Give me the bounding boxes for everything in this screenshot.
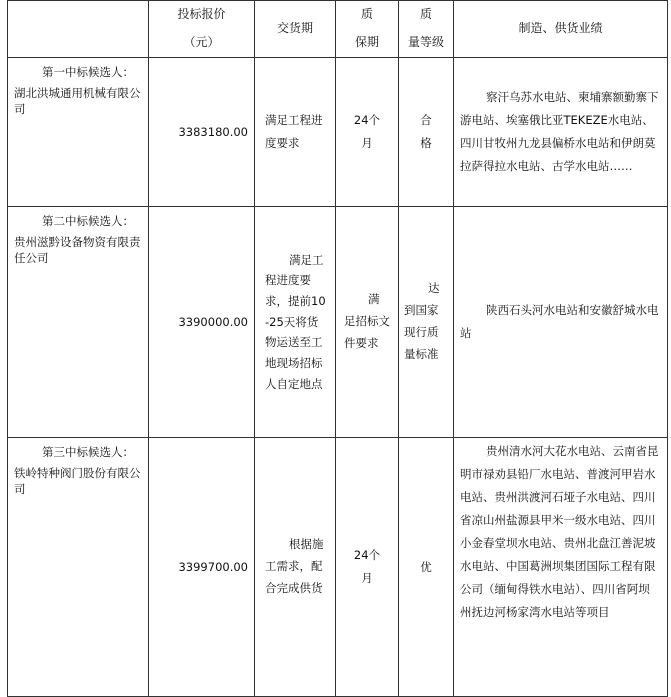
table-row	[8, 438, 668, 697]
delivery-period: 根据施工需求，配合完成供货	[255, 438, 336, 697]
quality-grade: 合格	[399, 58, 454, 207]
header-candidate	[8, 1, 149, 58]
candidate-rank: 第三中标候选人：	[42, 445, 134, 459]
bid-results-table	[7, 0, 668, 697]
bid-price: 3399700.00	[149, 438, 255, 697]
performance-record: 察汗乌苏水电站、柬埔寨额勤寨下游电站、埃塞俄比亚TEKEZE水电站、四川甘牧州九龙县偏桥水电站和伊朗莫拉萨得拉水电站、古学水电站……	[454, 58, 668, 207]
header-warranty: 质 保期	[336, 1, 399, 58]
candidate-rank: 第二中标候选人：	[42, 214, 134, 228]
candidate-rank: 第一中标候选人：	[42, 65, 134, 79]
quality-grade: 达到国家现行质量标准	[399, 207, 454, 438]
quality-grade: 优	[399, 438, 454, 697]
performance-record: 陕西石头河水电站和安徽舒城水电站	[454, 207, 668, 438]
delivery-period: 满足工程进度要求	[255, 58, 336, 207]
candidate-company: 贵州滋黔设备物资有限责任公司	[14, 234, 141, 266]
table-row	[8, 207, 668, 438]
table-row	[8, 58, 668, 207]
performance-record: 贵州清水河大花水电站、云南省昆明市禄劝县铅厂水电站、普渡河甲岩水电站、贵州洪渡河石垭子水电站、四川省凉山州盐源县甲米一级水电站、四川小金春堂坝水电站、贵州北盘江善泥坡水电站、中国葛洲坝集团国际工程有限公司（缅甸得铁水电站）、四川省阿坝州抚边河杨家湾水电站等项目	[454, 438, 668, 697]
warranty-period: 24个月	[336, 438, 399, 697]
header-row	[8, 1, 668, 58]
warranty-period: 24个月	[336, 58, 399, 207]
header-performance: 制造、供货业绩	[454, 1, 668, 58]
candidate-cell	[8, 207, 149, 438]
bid-price: 3390000.00	[149, 207, 255, 438]
candidate-company: 铁岭特种阀门股份有限公司	[14, 465, 141, 497]
candidate-cell	[8, 438, 149, 697]
header-delivery: 交货期	[255, 1, 336, 58]
header-price: 投标报价 （元）	[149, 1, 255, 58]
bid-price: 3383180.00	[149, 58, 255, 207]
candidate-company: 湖北洪城通用机械有限公司	[14, 85, 141, 117]
delivery-period: 满足工程进度要求，提前10-25天将货物运送至工地现场招标人自定地点	[255, 207, 336, 438]
warranty-period: 满足招标文件要求	[336, 207, 399, 438]
header-quality: 质 量等级	[399, 1, 454, 58]
candidate-cell	[8, 58, 149, 207]
